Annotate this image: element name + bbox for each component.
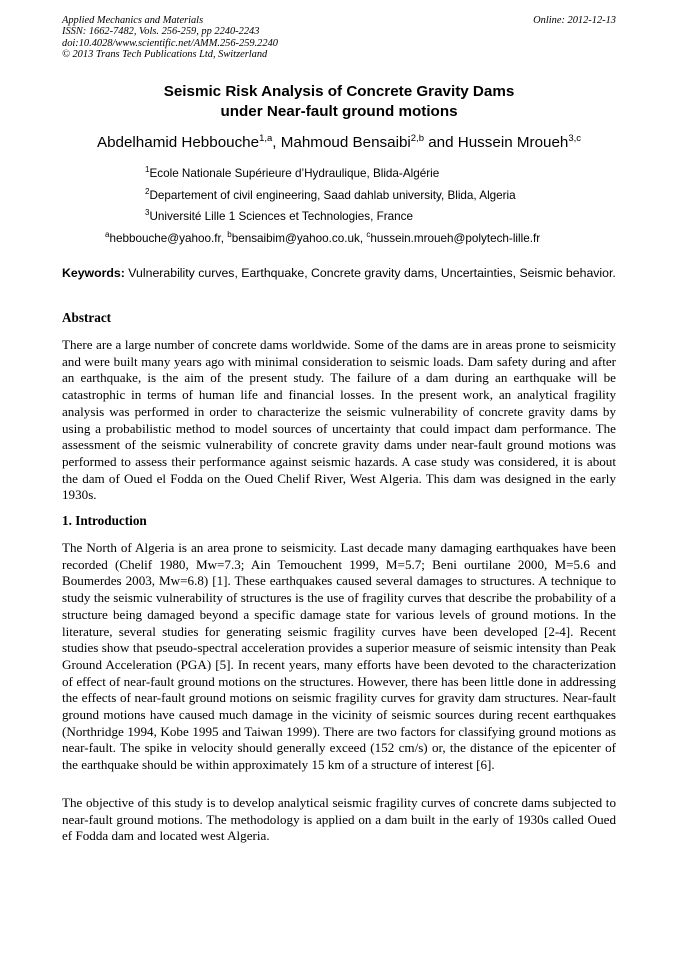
affiliation-text: Ecole Nationale Supérieure d’Hydraulique, Blida-Algérie bbox=[149, 167, 440, 180]
abstract-text: There are a large number of concrete dams worldwide. Some of the dams are in areas prone to seismicity and were built many years ago with minimal consideration to seismic loads. Dam safety during and after an earthquake, is the aim of the present study. The failure of a dam during an earthquake will be catastrophic in terms of human life and financial losses. In the present work, an analytical fragility analysis was performed in order to characterize the seismic vulnerability of concrete gravity dams by using a probabilistic method to model sources of uncertainty that could impact dam performance. The assessment of the seismic vulnerability of concrete gravity dams under near-fault ground motions was performed to assess their performance against seismic hazards. A case study was considered, it is about the dam of Oued el Fodda on the Oued Chelif River, West Algeria. This dam was designed in the early 1930s. bbox=[62, 337, 616, 503]
journal-header bbox=[62, 15, 616, 60]
email-a[interactable]: hebbouche@yahoo.fr, bbox=[109, 232, 228, 245]
keywords-label: Keywords: bbox=[62, 266, 125, 280]
author-list bbox=[0, 134, 678, 152]
email-c[interactable]: hussein.mroueh@polytech-lille.fr bbox=[370, 232, 541, 245]
paper-title bbox=[0, 82, 678, 122]
author-2-affil: 2,b bbox=[410, 133, 424, 144]
affiliation-1 bbox=[145, 167, 439, 181]
keywords bbox=[62, 266, 616, 281]
author-3-affil: 3,c bbox=[568, 133, 582, 144]
affiliation-3 bbox=[145, 210, 413, 224]
abstract-heading: Abstract bbox=[62, 310, 112, 325]
author-2: Mahmoud Bensaibi bbox=[280, 134, 411, 151]
introduction-paragraph-2: The objective of this study is to develop analytical seismic fragility curves of concrete dams subjected to near-fault ground motions. The methodology is applied on a dam built in the early of 1930s called Oued ef Fodda dam and located west Algeria. bbox=[62, 795, 616, 844]
email-marker: a bbox=[105, 230, 110, 239]
author-1: Abdelhamid Hebbouche bbox=[96, 134, 260, 151]
title-line-1: Seismic Risk Analysis of Concrete Gravity Dams bbox=[163, 83, 515, 100]
affiliation-number: 2 bbox=[145, 187, 150, 196]
introduction-heading: 1. Introduction bbox=[62, 513, 147, 528]
affiliation-2 bbox=[145, 189, 516, 203]
author-separator: , bbox=[272, 134, 281, 151]
affiliation-text: Departement of civil engineering, Saad dahlab university, Blida, Algeria bbox=[149, 189, 516, 202]
copyright-line: © 2013 Trans Tech Publications Ltd, Switzerland bbox=[62, 48, 268, 60]
doi-line: doi:10.4028/www.scientific.net/AMM.256-259.2240 bbox=[62, 37, 278, 49]
author-3: Hussein Mroueh bbox=[457, 134, 569, 151]
author-1-affil: 1,a bbox=[259, 133, 273, 144]
email-marker: c bbox=[366, 230, 371, 239]
issn-line: ISSN: 1662-7482, Vols. 256-259, pp 2240-2243 bbox=[62, 26, 260, 38]
email-b[interactable]: bensaibim@yahoo.co.uk, bbox=[231, 232, 367, 245]
affiliation-number: 1 bbox=[145, 165, 150, 174]
affiliation-text: Université Lille 1 Sciences et Technologies, France bbox=[149, 210, 413, 223]
title-line-2: under Near-fault ground motions bbox=[220, 103, 458, 120]
journal-name: Applied Mechanics and Materials bbox=[62, 15, 204, 26]
email-marker: b bbox=[227, 230, 232, 239]
introduction-paragraph-1: The North of Algeria is an area prone to seismicity. Last decade many damaging earthquakes have been recorded (Chelif 1980, Mw=7.3; Ain Temouchent 1999, M=5.7; Beni ourtilane 2000, M=5.6 and Boumerdes 2003, Mw=6.8) [1]. These earthquakes caused several damages to structures. A technique to study the seismic vulnerability of structures is the use of fragility curves that describe the probability of a structure being damaged beyond a specific damage state for various levels of ground motions. In the literature, several studies for generating seismic fragility curves have been developed [2-4]. Recent studies show that pseudo-spectral acceleration provides a superior measure of seismic intensity than Peak Ground Acceleration (PGA) [5]. In recent years, many efforts have been devoted to the characterization of effect of near-fault ground motions on the structures. However, there has been little done in addressing the effects of near-fault ground motions on seismic fragility curves for gravity dam structures. Near-fault ground motions have caused much damage in the vicinity of seismic sources during recent earthquakes (Northridge 1994, Kobe 1995 and Taiwan 1999). There are two factors for classifying ground motions as near-fault. The spike in velocity should generally exceed (152 cm/s) or, the distance of the epicenter of the earthquake should be within approximately 15 km of a structure of interest [6]. bbox=[62, 540, 616, 773]
email-line bbox=[105, 232, 540, 246]
keywords-text: Vulnerability curves, Earthquake, Concrete gravity dams, Uncertainties, Seismic behavior. bbox=[128, 266, 616, 280]
author-separator: and bbox=[423, 134, 458, 151]
affiliation-number: 3 bbox=[145, 208, 150, 217]
online-date: Online: 2012-12-13 bbox=[533, 15, 616, 26]
